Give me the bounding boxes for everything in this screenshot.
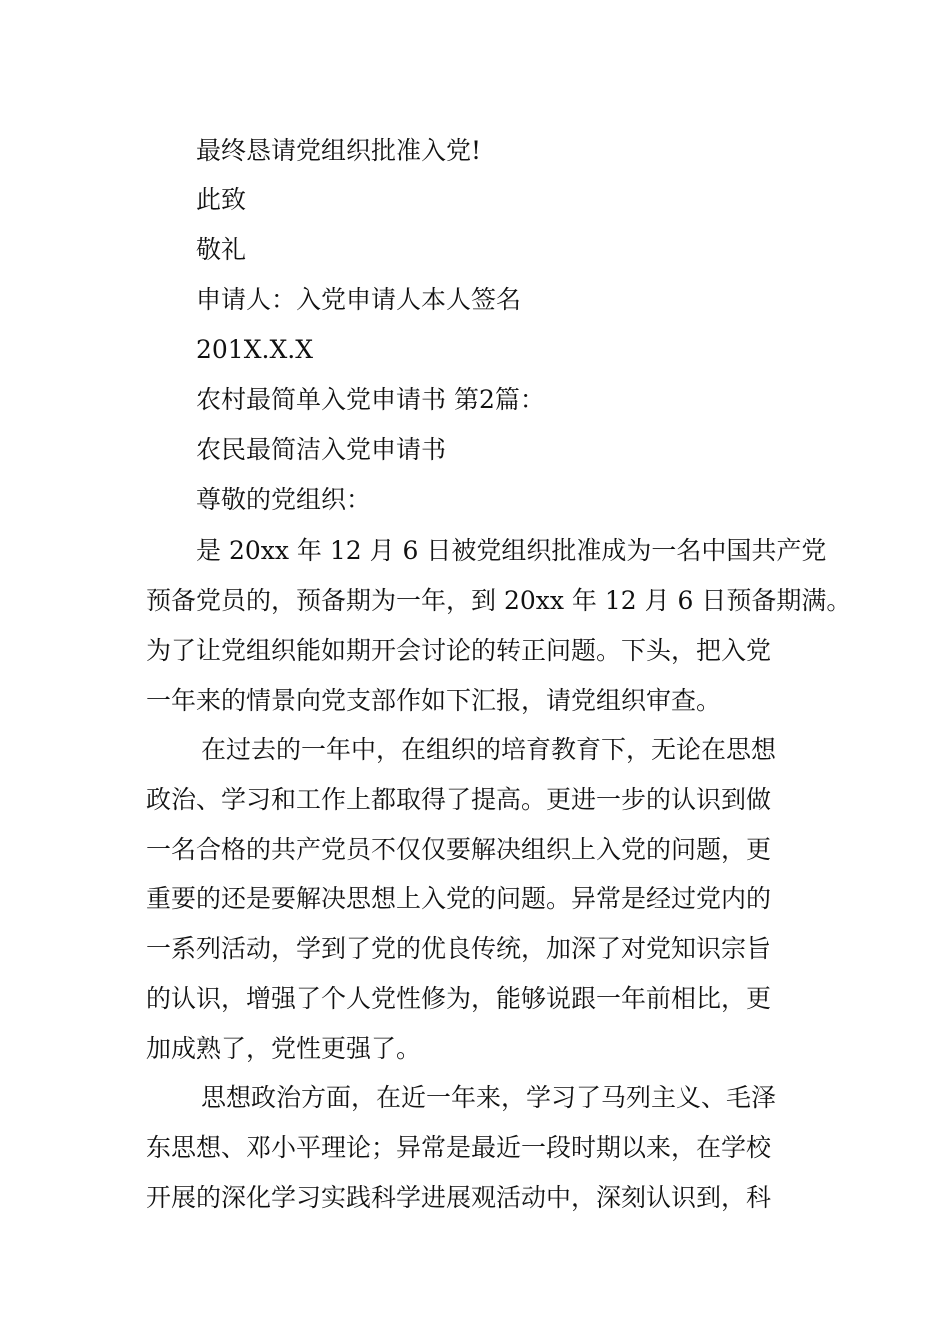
- paragraph-3-line-2: 东思想、邓小平理论；异常是最近一段时期以来，在学校: [146, 1133, 772, 1162]
- paragraph-2-line-2: 政治、学习和工作上都取得了提高。更进一步的认识到做: [146, 785, 772, 814]
- paragraph-2-line-3: 一名合格的共产党员不仅仅要解决组织上入党的问题，更: [146, 835, 772, 864]
- paragraph-3-line-3: 开展的深化学习实践科学进展观活动中，深刻认识到，科: [146, 1183, 772, 1212]
- paragraph-1-line-3: 为了让党组织能如期开会讨论的转正问题。下头，把入党: [146, 636, 772, 665]
- closing-zhizhi: 此致: [196, 185, 247, 214]
- signature-date: 201X.X.X: [196, 335, 314, 364]
- paragraph-1-line-2: 预备党员的，预备期为一年，到 20xx 年 12 月 6 日预备期满。: [146, 586, 852, 615]
- paragraph-1-line-1: 是 20xx 年 12 月 6 日被党组织批准成为一名中国共产党: [196, 536, 827, 565]
- letter-title: 农民最简洁入党申请书: [196, 435, 447, 464]
- paragraph-2-line-4: 重要的还是要解决思想上入党的问题。异常是经过党内的: [146, 884, 772, 913]
- paragraph-2-line-5: 一系列活动，学到了党的优良传统，加深了对党知识宗旨: [146, 934, 772, 963]
- paragraph-2-line-7: 加成熟了，党性更强了。: [146, 1034, 422, 1063]
- closing-request: 最终恳请党组织批准入党!: [196, 136, 482, 165]
- section-heading: 农村最简单入党申请书 第2篇：: [196, 385, 545, 414]
- paragraph-1-line-4: 一年来的情景向党支部作如下汇报，请党组织审查。: [146, 686, 722, 715]
- paragraph-3-line-1: 思想政治方面，在近一年来，学习了马列主义、毛泽: [201, 1083, 777, 1112]
- paragraph-2-line-6: 的认识，增强了个人党性修为，能够说跟一年前相比，更: [146, 984, 772, 1013]
- salutation: 尊敬的党组织：: [196, 485, 372, 514]
- closing-jingli: 敬礼: [196, 235, 247, 264]
- paragraph-2-line-1: 在过去的一年中，在组织的培育教育下，无论在思想: [201, 735, 777, 764]
- applicant-signature: 申请人：入党申请人本人签名: [196, 285, 522, 314]
